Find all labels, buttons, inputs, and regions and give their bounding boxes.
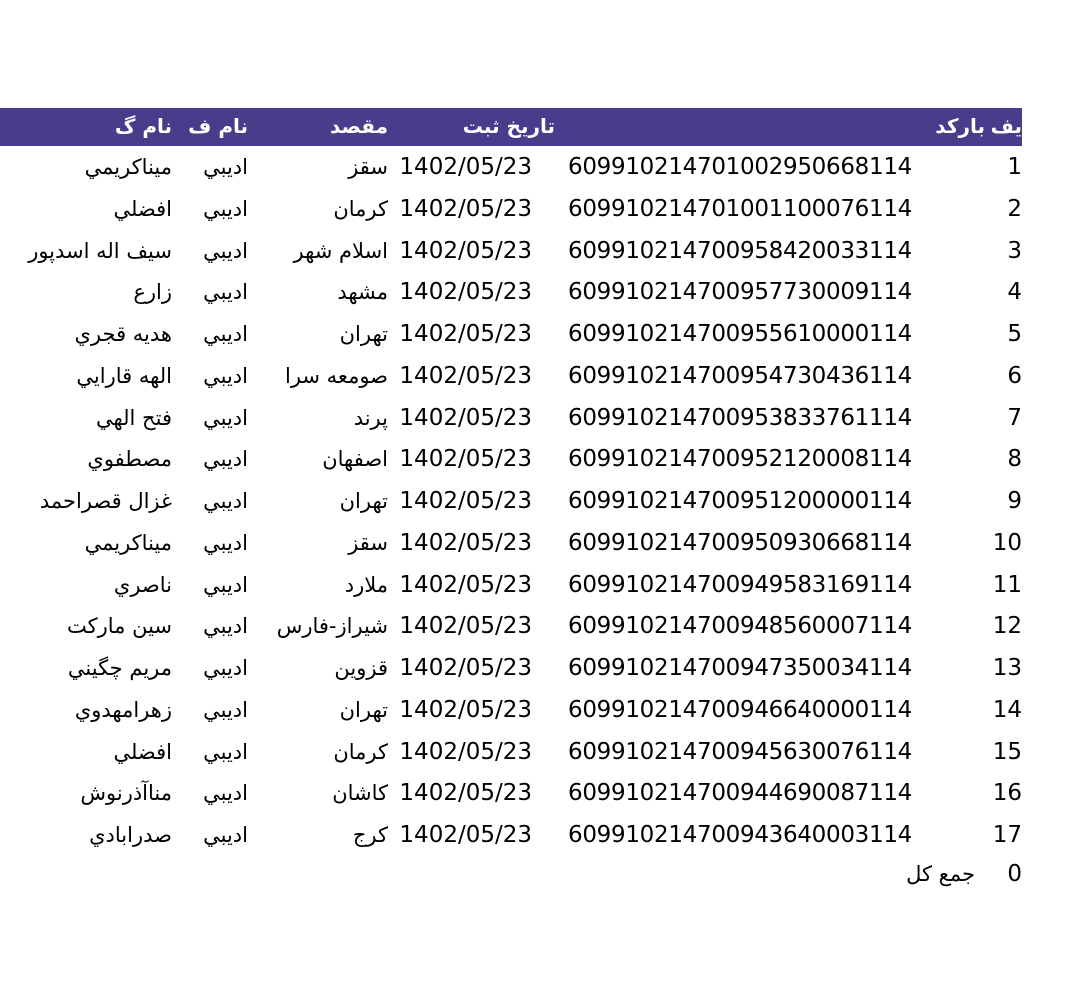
barcode-cell[interactable]: 609910214700948560007114: [568, 613, 912, 640]
table-row: [0, 690, 1022, 731]
header-last-name: نام گ: [114, 114, 172, 138]
destination-cell[interactable]: تهران: [339, 489, 388, 513]
destination-cell[interactable]: ملارد: [344, 572, 388, 597]
date-cell[interactable]: 1402/05/23: [399, 613, 532, 640]
table-row: [0, 481, 1022, 522]
last-name-cell[interactable]: مصطفوي: [87, 447, 172, 472]
last-name-cell[interactable]: غزال قصراحمد: [39, 489, 172, 513]
barcode-cell[interactable]: 609910214700945630076114: [568, 738, 912, 765]
header-first-name: نام ف: [188, 114, 248, 138]
first-name-cell[interactable]: اديبي: [203, 697, 248, 722]
date-cell[interactable]: 1402/05/23: [399, 321, 532, 347]
last-name-cell[interactable]: الهه قارايي: [76, 363, 172, 388]
table-row: [0, 732, 1022, 773]
first-name-cell[interactable]: اديبي: [203, 155, 248, 179]
last-name-cell[interactable]: ميناكريمي: [84, 155, 172, 179]
barcode-cell[interactable]: 609910214700958420033114: [568, 237, 912, 264]
date-cell[interactable]: 1402/05/23: [399, 154, 532, 180]
row-index-cell[interactable]: 15: [992, 738, 1022, 765]
barcode-cell[interactable]: 609910214700943640003114: [568, 822, 912, 848]
first-name-cell[interactable]: اديبي: [203, 781, 248, 806]
date-cell[interactable]: 1402/05/23: [399, 404, 532, 431]
row-index-cell[interactable]: 10: [992, 529, 1022, 556]
header-date: تاريخ ثبت: [462, 114, 555, 138]
barcode-cell[interactable]: 609910214701001100076114: [568, 195, 912, 222]
header-row-index: يف: [990, 114, 1022, 138]
destination-cell[interactable]: سقز: [348, 530, 388, 555]
destination-cell[interactable]: شيراز-فارس: [276, 614, 388, 639]
barcode-cell[interactable]: 609910214701002950668114: [568, 154, 912, 180]
row-index-cell[interactable]: 4: [1007, 279, 1022, 306]
first-name-cell[interactable]: اديبي: [203, 447, 248, 472]
date-cell[interactable]: 1402/05/23: [399, 195, 532, 222]
row-index-cell[interactable]: 11: [992, 571, 1022, 598]
table-row: [0, 314, 1022, 355]
barcode-cell[interactable]: 609910214700949583169114: [568, 571, 912, 598]
destination-cell[interactable]: کرمان: [333, 739, 388, 764]
table-row: [0, 523, 1022, 564]
date-cell[interactable]: 1402/05/23: [399, 488, 532, 514]
destination-cell[interactable]: اسلام شهر: [293, 238, 388, 263]
first-name-cell[interactable]: اديبي: [203, 363, 248, 388]
row-index-cell[interactable]: 3: [1007, 237, 1022, 264]
table-row: [0, 272, 1022, 313]
header-destination: مقصد: [329, 114, 388, 138]
table-row: [0, 439, 1022, 480]
date-cell[interactable]: 1402/05/23: [399, 446, 532, 473]
destination-cell[interactable]: صومعه سرا: [284, 363, 388, 388]
barcode-cell[interactable]: 609910214700944690087114: [568, 780, 912, 807]
barcode-cell[interactable]: 609910214700957730009114: [568, 279, 912, 306]
destination-cell[interactable]: مشهد: [337, 280, 388, 305]
date-cell[interactable]: 1402/05/23: [399, 780, 532, 807]
barcode-cell[interactable]: 609910214700955610000114: [568, 321, 912, 347]
destination-cell[interactable]: اصفهان: [322, 447, 388, 472]
destination-cell[interactable]: سقز: [348, 155, 388, 179]
row-index-cell[interactable]: 8: [1007, 446, 1022, 473]
date-cell[interactable]: 1402/05/23: [399, 529, 532, 556]
barcode-cell[interactable]: 609910214700954730436114: [568, 362, 912, 389]
last-name-cell[interactable]: هديه قجري: [74, 322, 172, 346]
row-index-cell[interactable]: 12: [992, 613, 1022, 640]
row-index-cell[interactable]: 17: [992, 822, 1022, 848]
last-name-cell[interactable]: سين ماركت: [67, 614, 172, 639]
table-row: [0, 356, 1022, 397]
date-cell[interactable]: 1402/05/23: [399, 738, 532, 765]
row-index-cell[interactable]: 2: [1007, 195, 1022, 222]
barcode-cell[interactable]: 609910214700947350034114: [568, 655, 912, 681]
last-name-cell[interactable]: مناآذرنوش: [80, 781, 172, 806]
barcode-cell[interactable]: 609910214700951200000114: [568, 488, 912, 514]
last-name-cell[interactable]: افضلي: [113, 739, 172, 764]
row-index-cell[interactable]: 7: [1007, 404, 1022, 431]
destination-cell[interactable]: تهران: [339, 322, 388, 346]
destination-cell[interactable]: کاشان: [332, 781, 388, 806]
last-name-cell[interactable]: زهرامهدوي: [74, 697, 172, 722]
first-name-cell[interactable]: اديبي: [203, 322, 248, 346]
date-cell[interactable]: 1402/05/23: [399, 571, 532, 598]
first-name-cell[interactable]: اديبي: [203, 405, 248, 430]
first-name-cell[interactable]: اديبي: [203, 614, 248, 639]
total-row: [0, 855, 1022, 893]
last-name-cell[interactable]: فتح الهي: [95, 405, 172, 430]
barcode-cell[interactable]: 609910214700952120008114: [568, 446, 912, 473]
first-name-cell[interactable]: اديبي: [203, 530, 248, 555]
first-name-cell[interactable]: اديبي: [203, 280, 248, 305]
first-name-cell[interactable]: اديبي: [203, 656, 248, 680]
row-index-cell[interactable]: 16: [992, 780, 1022, 807]
row-index-cell[interactable]: 9: [1007, 488, 1022, 514]
destination-cell[interactable]: پرند: [353, 405, 388, 430]
first-name-cell[interactable]: اديبي: [203, 489, 248, 513]
table-header: [0, 108, 1022, 146]
total-label: جمع کل: [906, 862, 975, 886]
last-name-cell[interactable]: افضلي: [113, 196, 172, 221]
date-cell[interactable]: 1402/05/23: [399, 696, 532, 723]
last-name-cell[interactable]: مريم چگيني: [67, 656, 172, 680]
date-cell[interactable]: 1402/05/23: [399, 362, 532, 389]
table-row: [0, 773, 1022, 814]
table-row: [0, 565, 1022, 606]
header-barcode: بارکد: [935, 114, 985, 138]
barcode-cell[interactable]: 609910214700950930668114: [568, 529, 912, 556]
table-row: [0, 648, 1022, 689]
last-name-cell[interactable]: زارع: [133, 280, 172, 305]
first-name-cell[interactable]: اديبي: [203, 572, 248, 597]
date-cell[interactable]: 1402/05/23: [399, 237, 532, 264]
first-name-cell[interactable]: اديبي: [203, 739, 248, 764]
row-index-cell[interactable]: 13: [992, 655, 1022, 681]
destination-cell[interactable]: کرمان: [333, 196, 388, 221]
row-index-cell[interactable]: 14: [992, 696, 1022, 723]
table-row: [0, 189, 1022, 230]
table-row: [0, 398, 1022, 439]
date-cell[interactable]: 1402/05/23: [399, 822, 532, 848]
destination-cell[interactable]: قزوين: [334, 656, 388, 680]
date-cell[interactable]: 1402/05/23: [399, 655, 532, 681]
table-row: [0, 815, 1022, 856]
last-name-cell[interactable]: ميناكريمي: [84, 530, 172, 555]
barcode-cell[interactable]: 609910214700953833761114: [568, 404, 912, 431]
table-row: [0, 606, 1022, 647]
total-value: 0: [1007, 861, 1022, 887]
destination-cell[interactable]: کرج: [352, 823, 388, 847]
row-index-cell[interactable]: 1: [1007, 154, 1022, 180]
table-row: [0, 147, 1022, 188]
last-name-cell[interactable]: سيف اله اسدپور: [28, 238, 172, 263]
row-index-cell[interactable]: 5: [1007, 321, 1022, 347]
destination-cell[interactable]: تهران: [339, 697, 388, 722]
last-name-cell[interactable]: صدرابادي: [89, 823, 172, 847]
row-index-cell[interactable]: 6: [1007, 362, 1022, 389]
barcode-cell[interactable]: 609910214700946640000114: [568, 696, 912, 723]
first-name-cell[interactable]: اديبي: [203, 196, 248, 221]
table-row: [0, 231, 1022, 272]
first-name-cell[interactable]: اديبي: [203, 238, 248, 263]
date-cell[interactable]: 1402/05/23: [399, 279, 532, 306]
last-name-cell[interactable]: ناصري: [113, 572, 172, 597]
first-name-cell[interactable]: اديبي: [203, 823, 248, 847]
